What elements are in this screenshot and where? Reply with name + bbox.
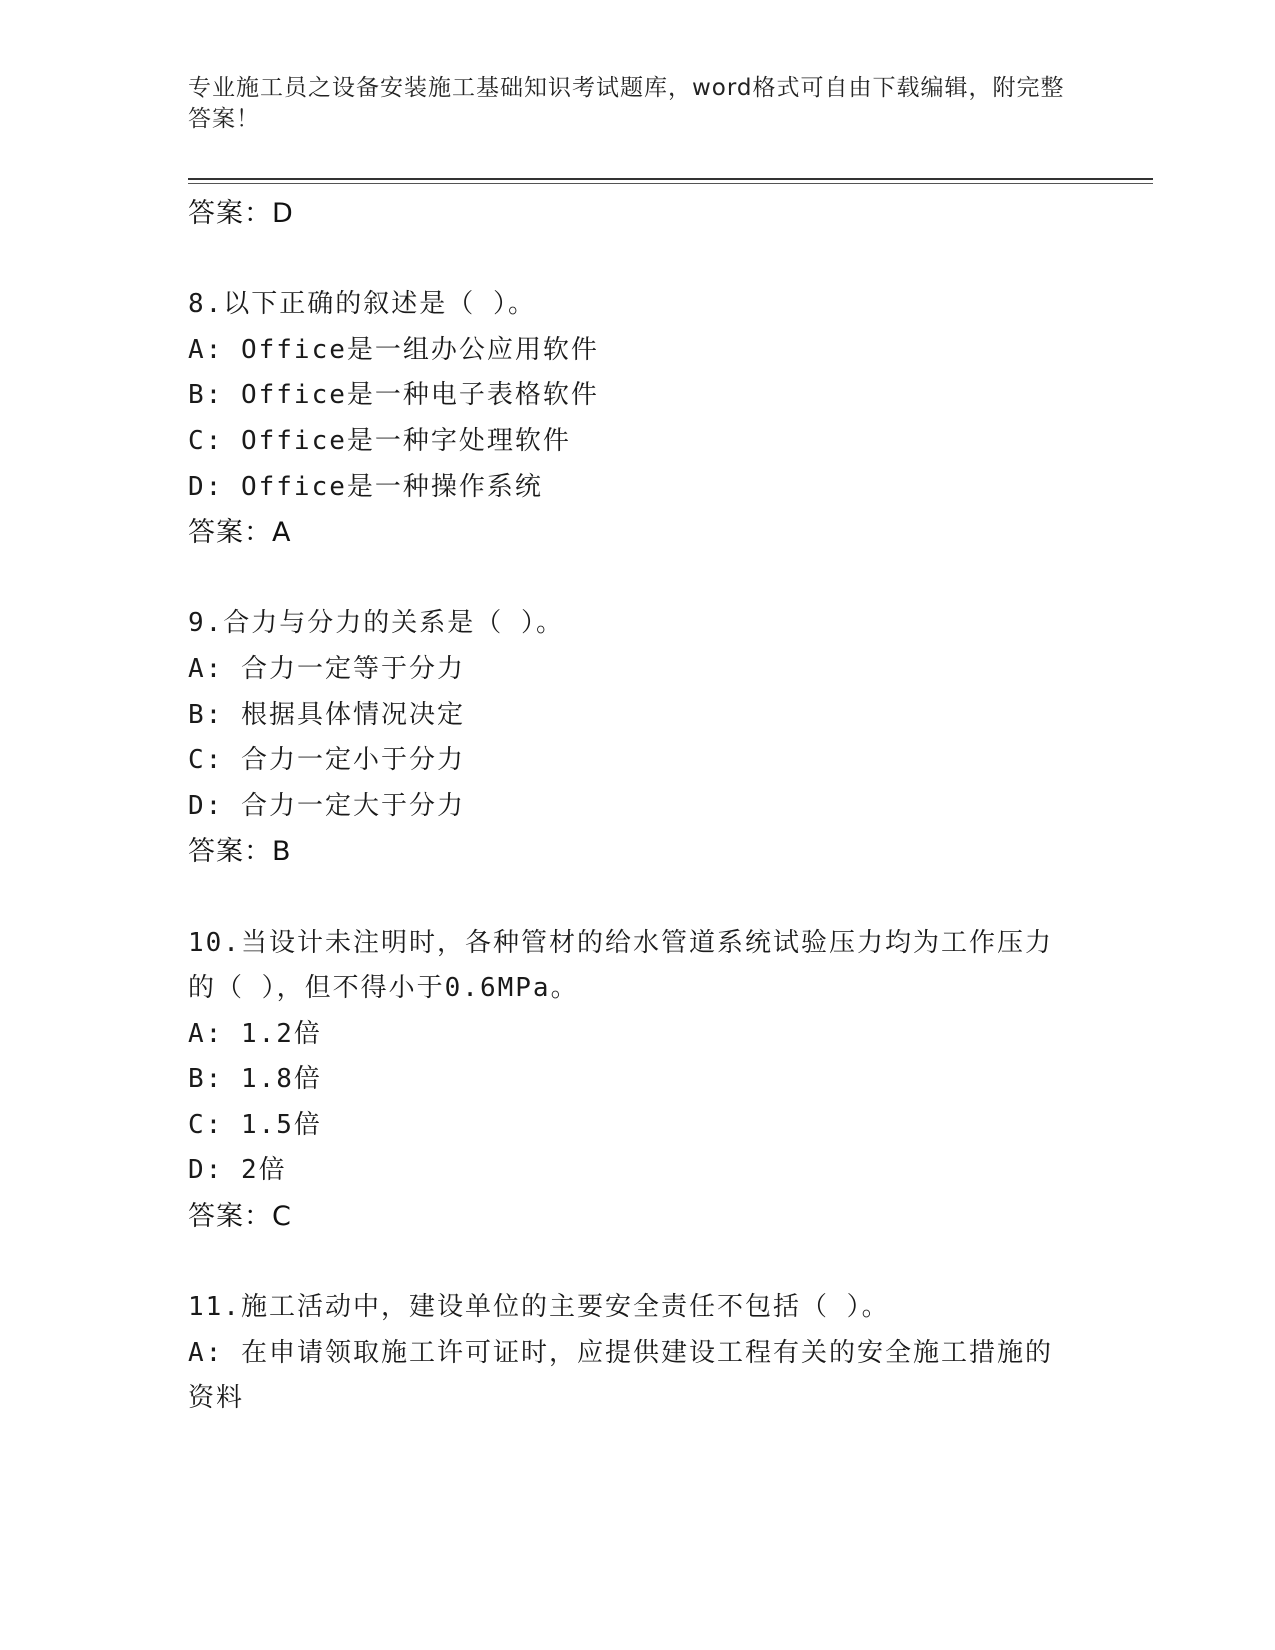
spacer — [188, 556, 1088, 602]
question-item — [188, 601, 1088, 875]
option-a: A: 合力一定等于分力 — [188, 653, 465, 684]
option-a: A: 在申请领取施工许可证时，应提供建设工程有关的安全施工措施的资料 — [188, 1337, 1053, 1414]
spacer — [188, 237, 1088, 283]
option-d: D: 合力一定大于分力 — [188, 790, 465, 821]
answer-line: 答案：C — [188, 1201, 292, 1233]
option-b: B: 根据具体情况决定 — [188, 699, 465, 730]
header-divider-secondary — [188, 183, 1153, 184]
spacer — [188, 875, 1088, 921]
question-stem: 11.施工活动中，建设单位的主要安全责任不包括（ ）。 — [188, 1292, 890, 1323]
question-item — [188, 921, 1088, 1240]
answer-line: 答案：D — [188, 198, 294, 229]
option-a: A: 1.2倍 — [188, 1018, 322, 1049]
document-header: 专业施工员之设备安装施工基础知识考试题库，word格式可自由下载编辑，附完整答案！ — [188, 75, 1065, 132]
option-b: B: Office是一种电子表格软件 — [188, 380, 599, 411]
option-d: D: Office是一种操作系统 — [188, 471, 543, 502]
option-d: D: 2倍 — [188, 1155, 287, 1186]
question-list — [188, 191, 1088, 1422]
question-stem: 10.当设计未注明时，各种管材的给水管道系统试验压力均为工作压力的（ ），但不得小于0.6MPa。 — [188, 927, 1053, 1004]
option-c: C: Office是一种字处理软件 — [188, 425, 571, 456]
option-c: C: 合力一定小于分力 — [188, 745, 465, 776]
question-stem: 8.以下正确的叙述是（ ）。 — [188, 289, 536, 320]
spacer — [188, 1240, 1088, 1286]
option-a: A: Office是一组办公应用软件 — [188, 334, 599, 365]
header-divider — [188, 178, 1153, 180]
answer-line: 答案：A — [188, 517, 292, 549]
question-item — [188, 1285, 1088, 1422]
option-b: B: 1.8倍 — [188, 1064, 322, 1095]
answer-line: 答案：B — [188, 836, 292, 868]
question-stem: 9.合力与分力的关系是（ ）。 — [188, 608, 564, 639]
option-c: C: 1.5倍 — [188, 1109, 322, 1140]
question-item — [188, 282, 1088, 556]
